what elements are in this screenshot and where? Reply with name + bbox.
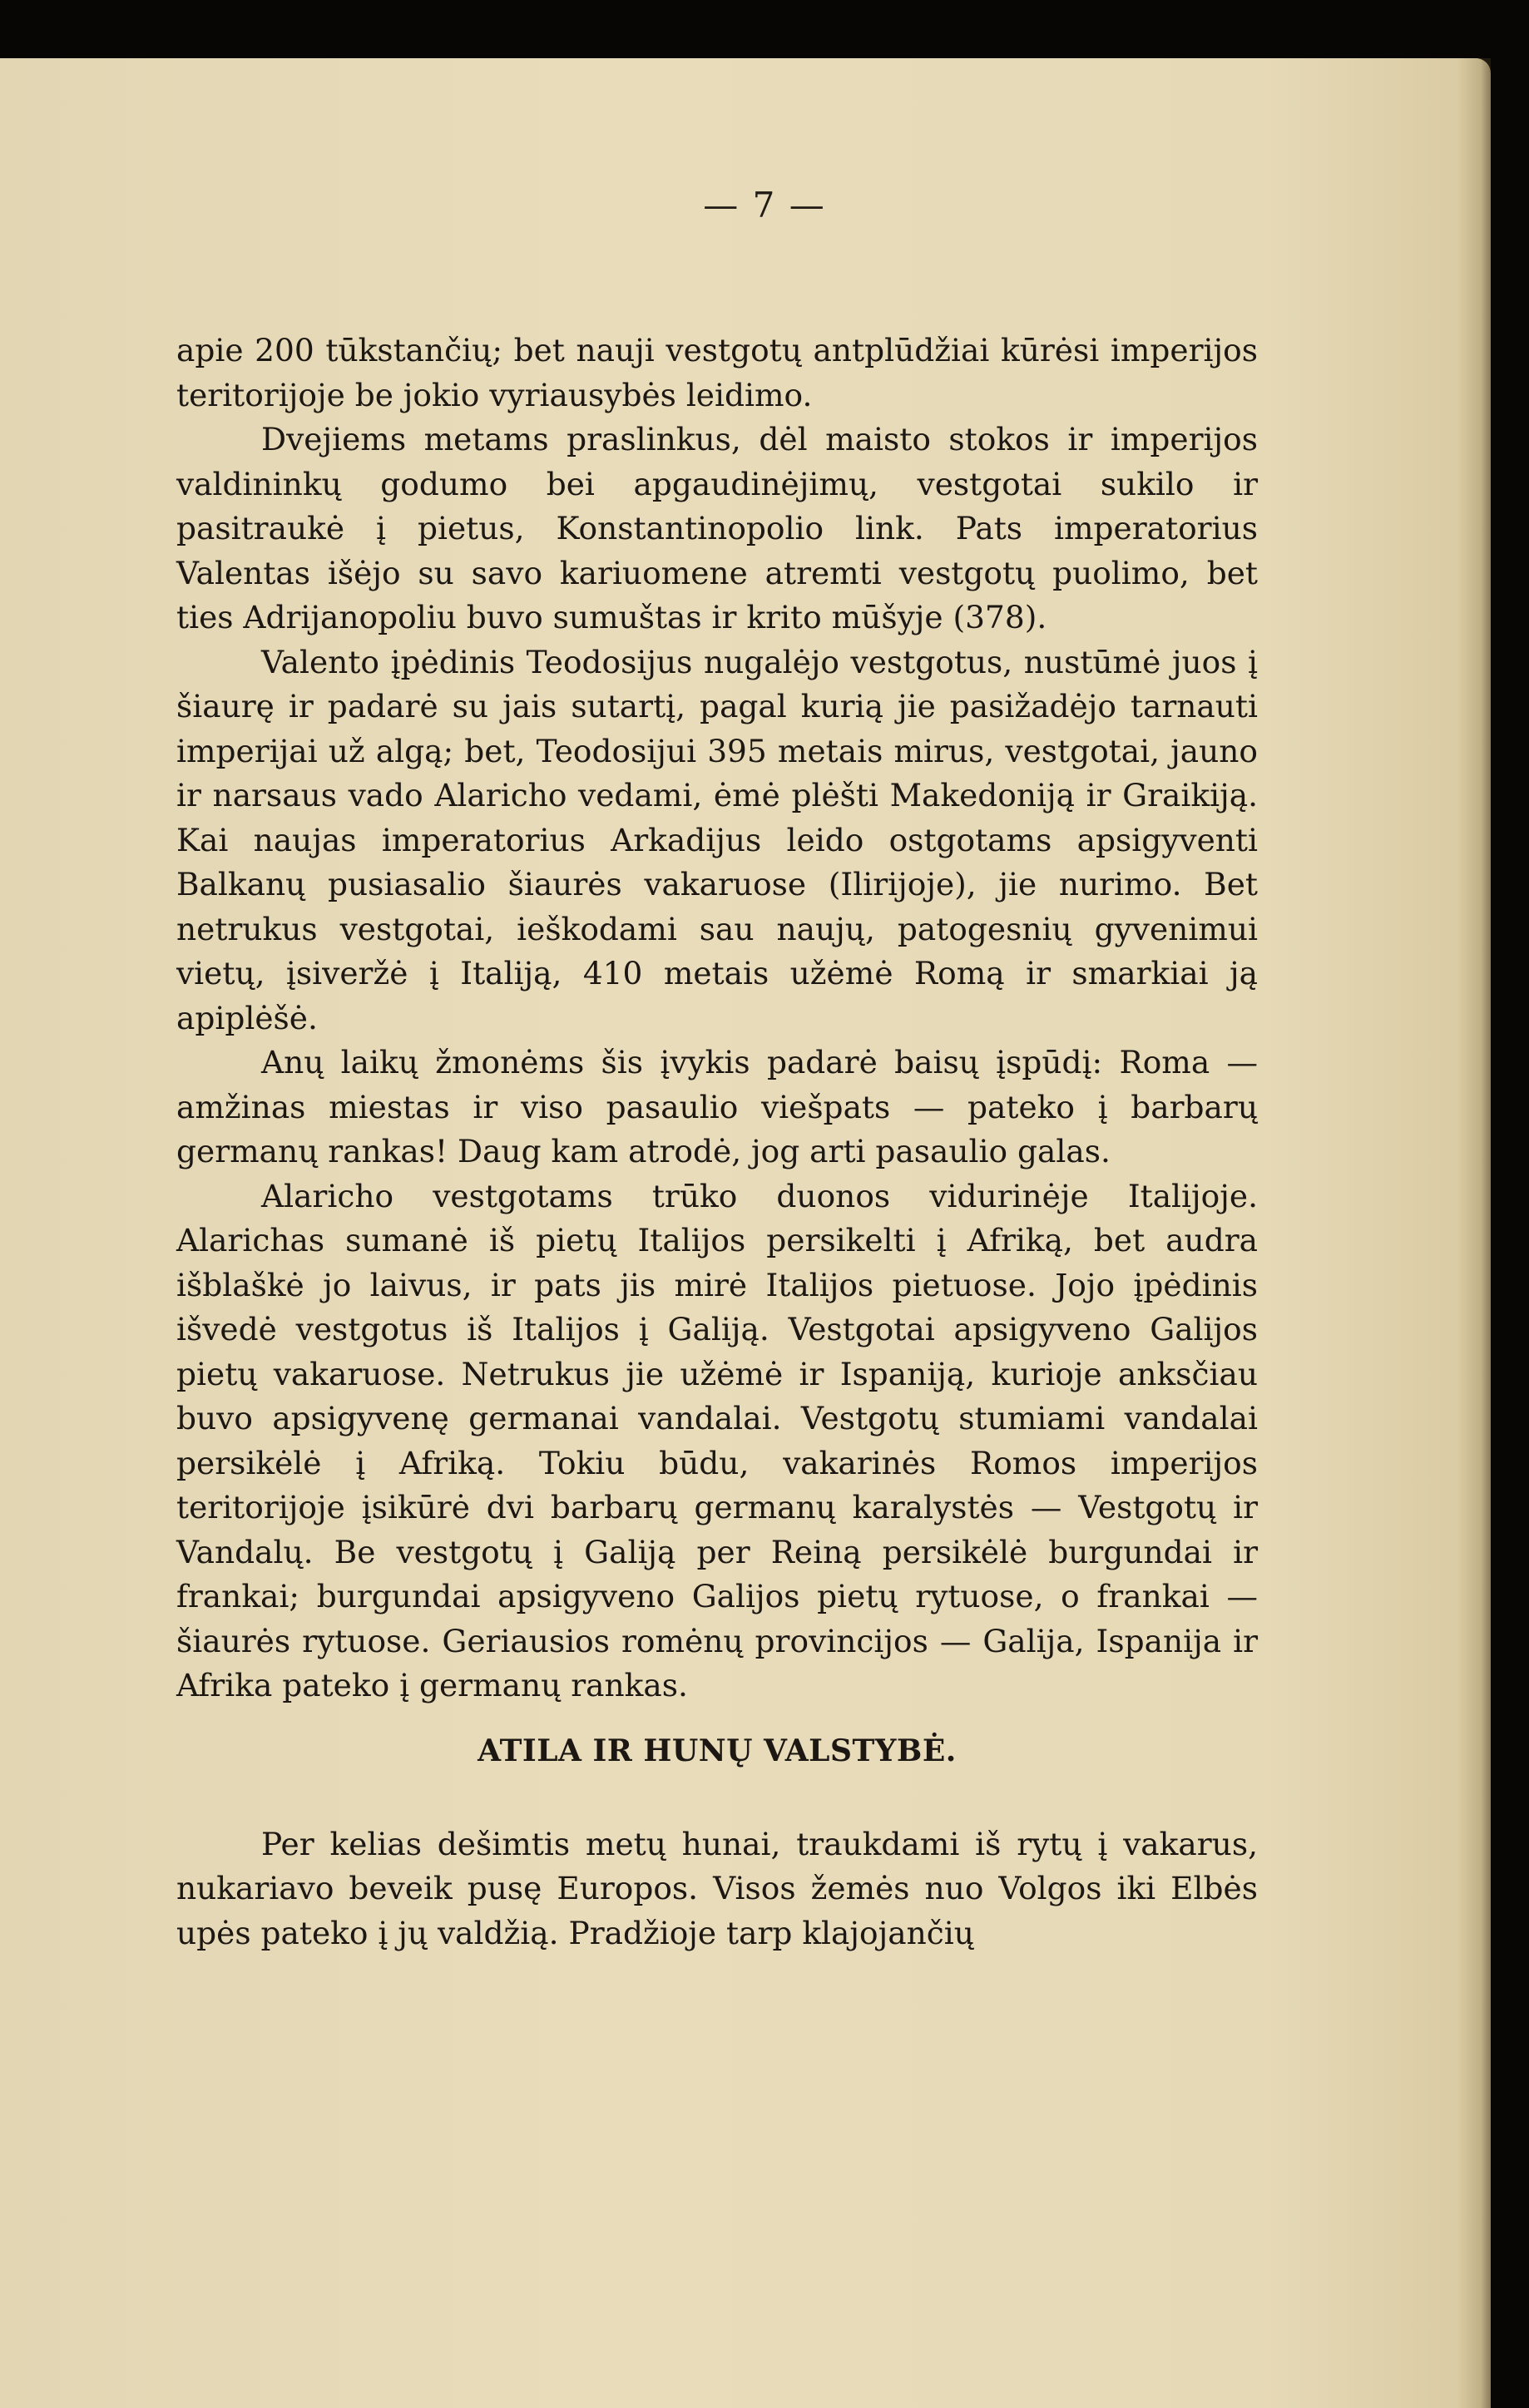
paragraph-2: Dvejiems metams praslinkus, dėl maisto stokos ir imperijos valdininkų godumo bei apgaudinėjimų, vestgotai sukilo ir pasitraukė į pietus, Konstantinopolio link. Pats imperatorius Valentas išėjo su savo kariuomene atremti vestgotų puolimo, bet ties Adrijanopoliu buvo sumuštas ir krito mūšyje (378). (176, 421, 1258, 635)
paragraph-1: apie 200 tūkstančių; bet nauji vestgotų antplūdžiai kūrėsi imperijos teritorijoje be jokio vyriausybės leidimo. (176, 332, 1258, 413)
paragraph-4: Anų laikų žmonėms šis įvykis padarė baisų įspūdį: Roma — amžinas miestas ir viso pasaulio viešpats — pateko į barbarų germanų rankas! Daug kam atrodė, jog arti pasaulio galas. (176, 1044, 1258, 1169)
paragraph-3: Valento įpėdinis Teodosijus nugalėjo vestgotus, nustūmė juos į šiaurę ir padarė su jais sutartį, pagal kurią jie pasižadėjo tarnauti imperijai už algą; bet, Teodosijui 395 metais mirus, vestgotai, jauno ir narsaus vado Alaricho vedami, ėmė plėšti Makedoniją ir Graikiją. Kai naujas imperatorius Arkadijus leido ostgotams apsigyventi Balkanų pusiasalio šiaurės vakaruose (Ilirijoje), jie nurimo. Bet netrukus vestgotai, ieškodami sau naujų, patogesnių gyvenimui vietų, įsiveržė į Italiją, 410 metais užėmė Romą ir smarkiai ją apiplėšė. (176, 643, 1258, 1036)
page-edge-shadow (1457, 58, 1491, 2408)
section-heading: ATILA IR HUNŲ VALSTYBĖ. (478, 1733, 957, 1768)
body-text (176, 329, 1258, 1956)
paragraph-5: Alaricho vestgotams trūko duonos vidurinėje Italijoje. Alarichas sumanė iš pietų Italijos persikelti į Afriką, bet audra išblaškė jo laivus, ir pats jis mirė Italijos pietuose. Jojo įpėdinis išvedė vestgotus iš Italijos į Galiją. Vestgotai apsigyveno Galijos pietų vakaruose. Netrukus jie užėmė ir Ispaniją, kurioje anksčiau buvo apsigyvenę germanai vandalai. Vestgotų stumiami vandalai persikėlė į Afriką. Tokiu būdu, vakarinės Romos imperijos teritorijoje įsikūrė dvi barbarų germanų karalystės — Vestgotų ir Vandalų. Be vestgotų į Galiją per Reiną persikėlė burgundai ir frankai; burgundai apsigyveno Galijos pietų rytuose, o frankai — šiaurės rytuose. Geriausios romėnų provincijos — Galija, Ispanija ir Afrika pateko į germanų rankas. (176, 1177, 1258, 1703)
page-number: — 7 — (703, 185, 826, 225)
paragraph-6: Per kelias dešimtis metų hunai, traukdami iš rytų į vakarus, nukariavo beveik pusę Europos. Visos žemės nuo Volgos iki Elbės upės pateko į jų valdžią. Pradžioje tarp klajojančių (176, 1825, 1258, 1951)
